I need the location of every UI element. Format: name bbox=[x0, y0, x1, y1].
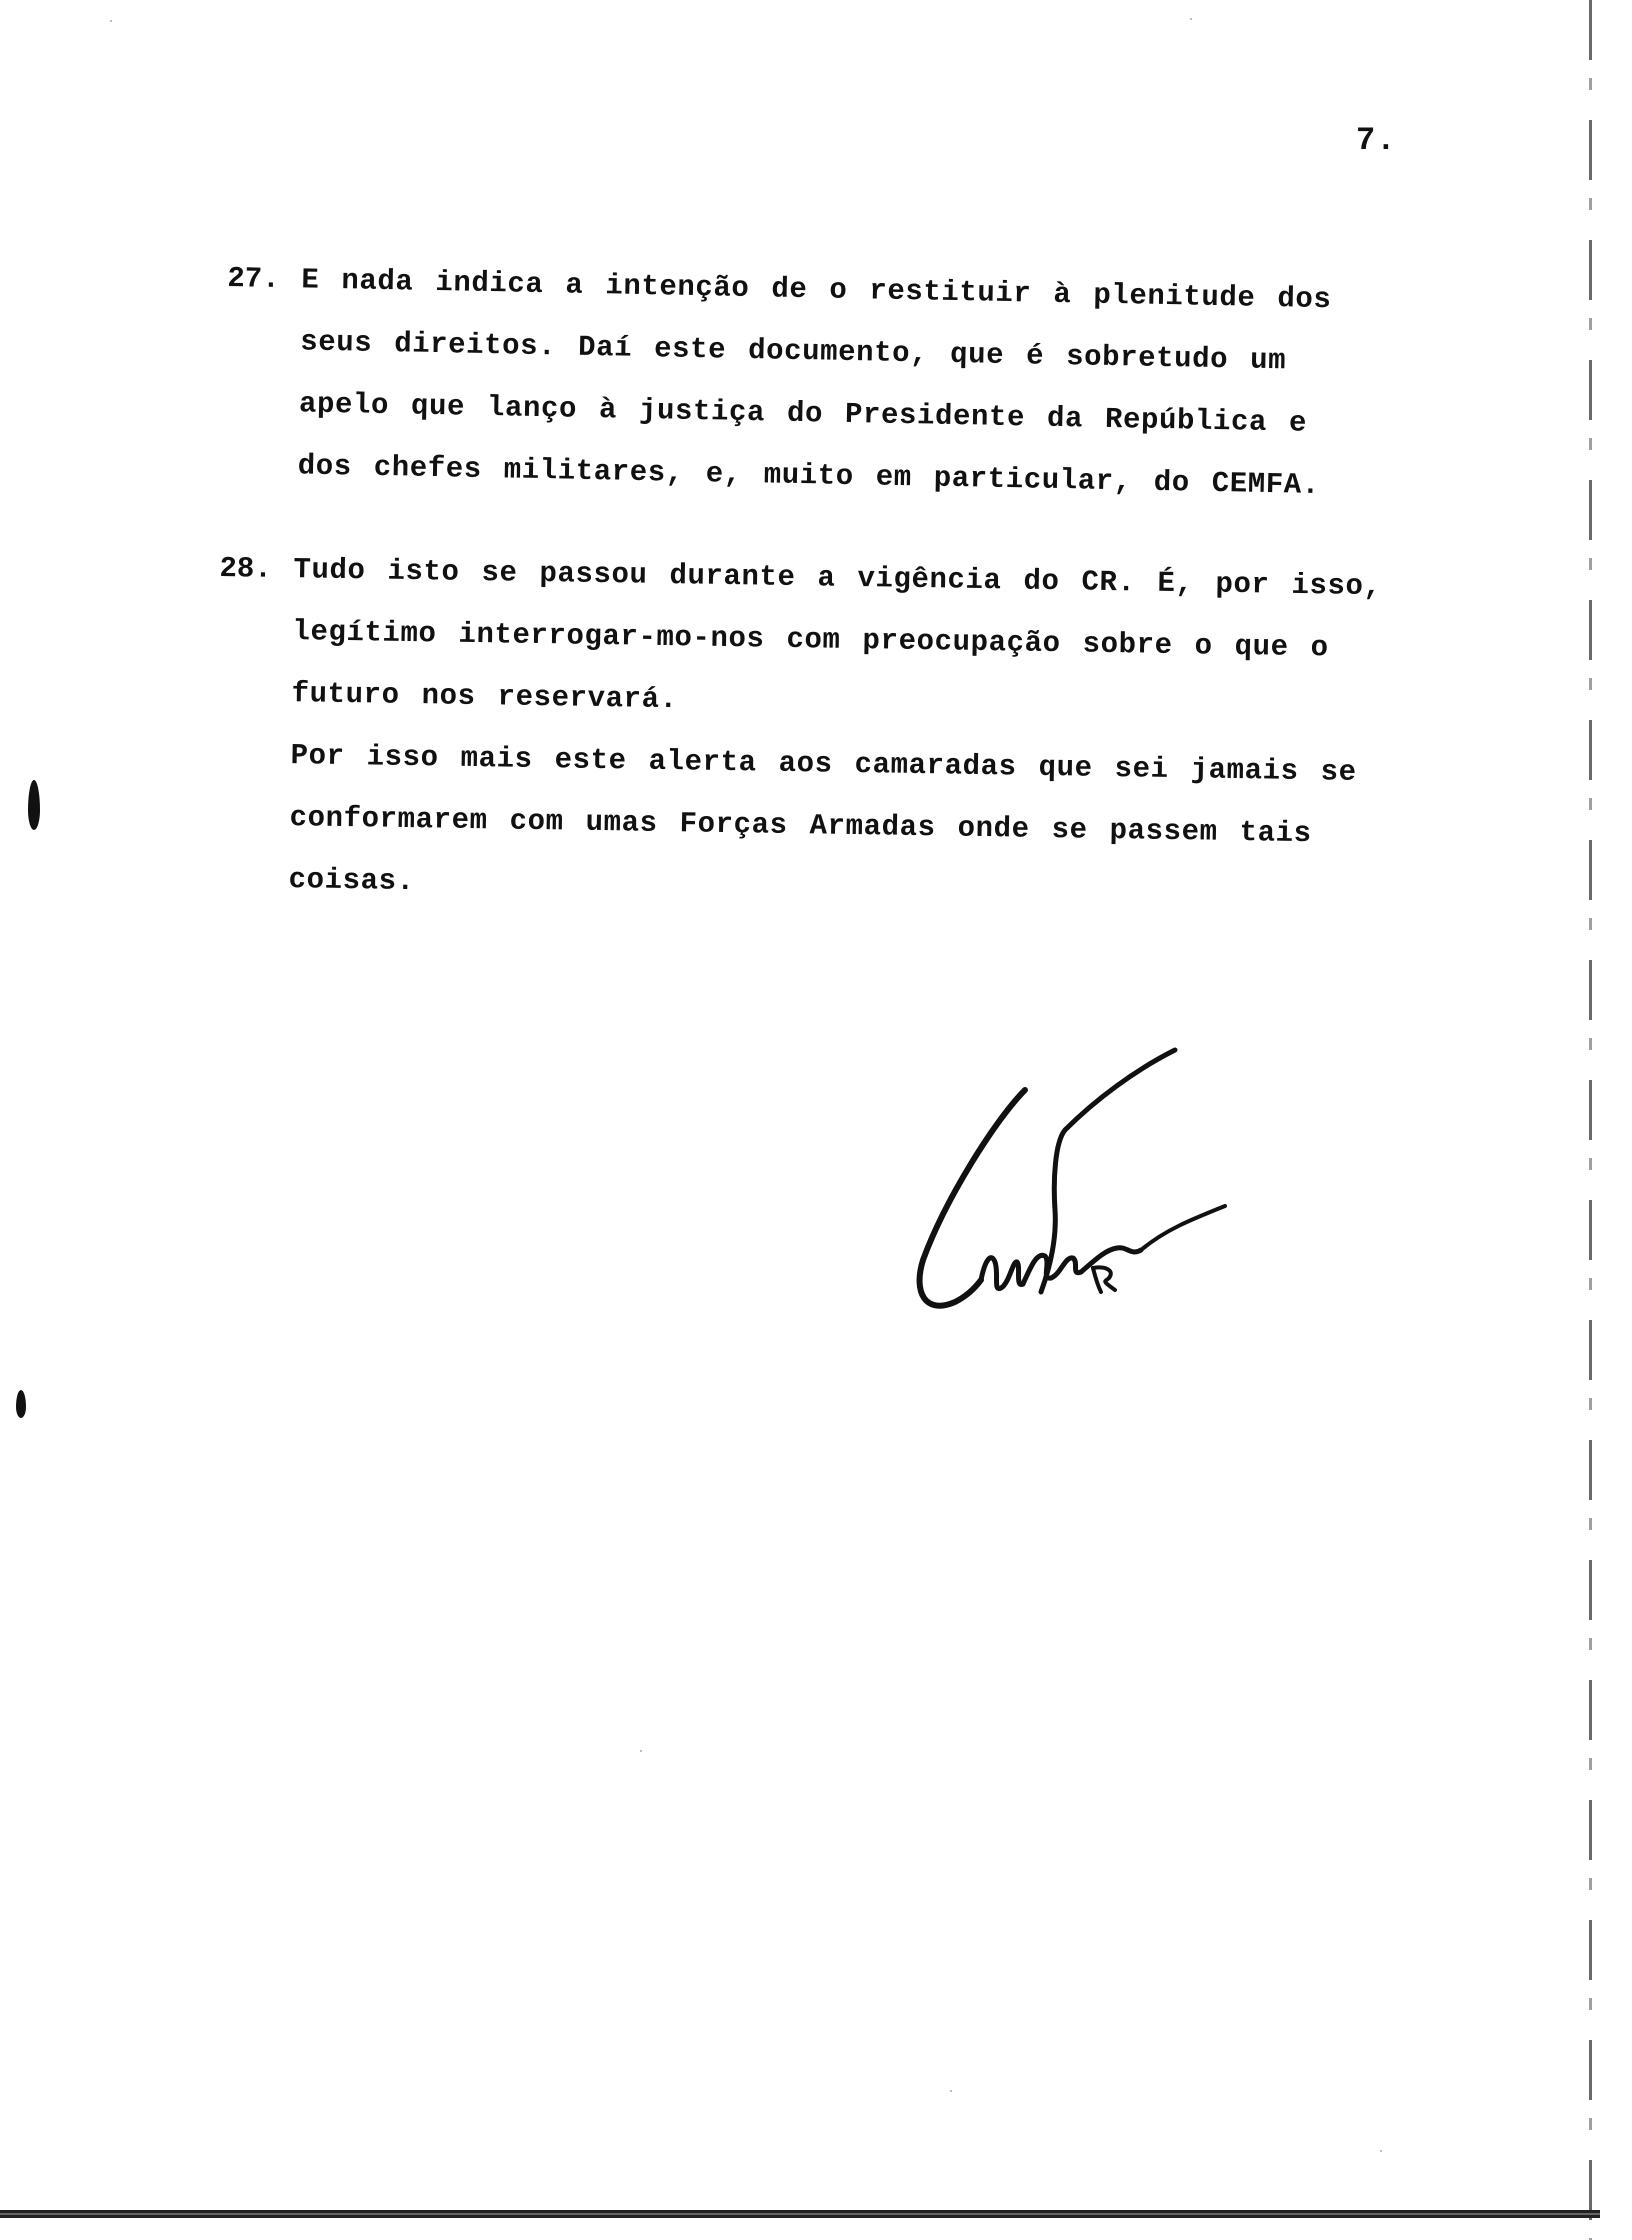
text-line: E nada indica a intenção de o restituir à plenitude dos bbox=[301, 263, 1332, 317]
scan-speck bbox=[1190, 18, 1192, 20]
text-line: conformarem com umas Forças Armadas onde se passem tais bbox=[289, 801, 1312, 851]
text-line: seus direitos. Daí este documento, que é sobretudo um bbox=[299, 325, 1287, 378]
text-line: dos chefes militares, e, muito em particular, do CEMFA. bbox=[297, 449, 1321, 503]
page-number: 7. bbox=[1356, 122, 1397, 159]
text-line: apelo que lanço à justiça do Presidente da República e bbox=[298, 387, 1308, 440]
text-line: legítimo interrogar-mo-nos com preocupação sobre o que o bbox=[292, 615, 1329, 665]
paragraph-28 bbox=[214, 538, 1420, 929]
paragraph-number: 27. bbox=[227, 261, 280, 296]
scan-speck bbox=[110, 20, 112, 22]
text-line: futuro nos reservará. bbox=[291, 677, 678, 717]
scan-speck bbox=[950, 2090, 952, 2092]
paragraph-number: 28. bbox=[219, 551, 272, 586]
scan-edge-right bbox=[1589, 0, 1592, 2240]
scan-speck bbox=[640, 1750, 642, 1752]
scan-mark bbox=[16, 1390, 26, 1418]
handwritten-signature bbox=[905, 1030, 1255, 1330]
scan-mark bbox=[28, 780, 40, 830]
text-line: Tudo isto se passou durante a vigência do CR. É, por isso, bbox=[293, 553, 1382, 604]
paragraph-27 bbox=[223, 248, 1428, 519]
text-line: Por isso mais este alerta aos camaradas que sei jamais se bbox=[290, 739, 1357, 789]
text-line: coisas. bbox=[288, 863, 415, 899]
scan-edge-bottom bbox=[0, 2210, 1600, 2220]
scan-speck bbox=[1380, 2150, 1382, 2152]
